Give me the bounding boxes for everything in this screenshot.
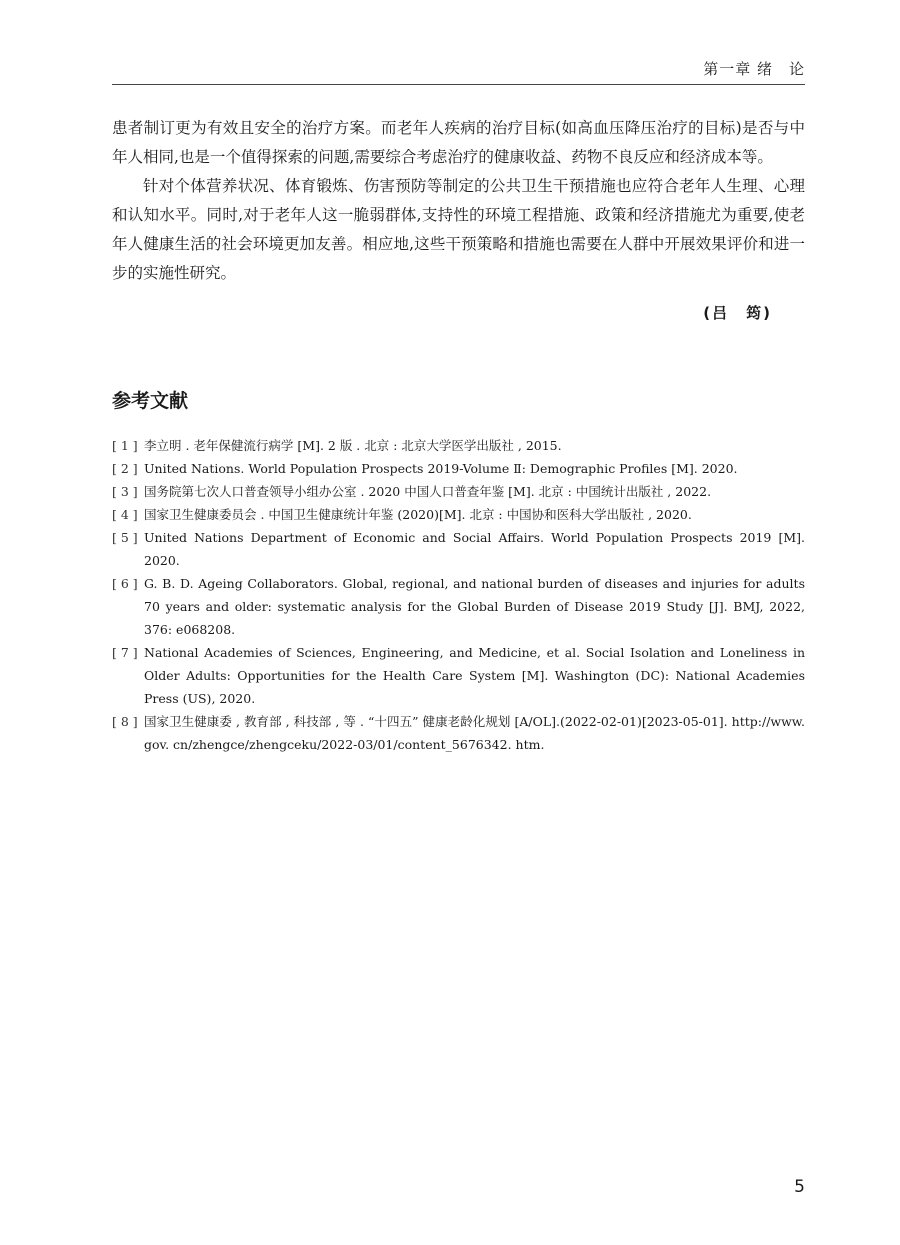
- paragraph-1: 患者制订更为有效且安全的治疗方案。而老年人疾病的治疗目标(如高血压降压治疗的目标)是否与中年人相同,也是一个值得探索的问题,需要综合考虑治疗的健康收益、药物不良反应和经济成本等。: [112, 119, 805, 166]
- reference-number: [ 4 ]: [112, 507, 138, 522]
- reference-text: 国务院第七次人口普查领导小组办公室 . 2020 中国人口普查年鉴 [M]. 北京 : 中国统计出版社 , 2022.: [144, 484, 712, 499]
- paragraph-2: 针对个体营养状况、体育锻炼、伤害预防等制定的公共卫生干预措施也应符合老年人生理、心理和认知水平。同时,对于老年人这一脆弱群体,支持性的环境工程措施、政策和经济措施尤为重要,使老年人健康生活的社会环境更加友善。相应地,这些干预策略和措施也需要在人群中开展效果评价和进一步的实施性研究。: [112, 177, 805, 282]
- page-number: 5: [794, 1177, 805, 1197]
- reference-item: [112, 480, 805, 503]
- reference-item: [112, 503, 805, 526]
- reference-number: [ 2 ]: [112, 461, 138, 476]
- reference-item: [112, 434, 805, 457]
- reference-number: [ 1 ]: [112, 438, 138, 453]
- reference-text: National Academies of Sciences, Engineering, and Medicine, et al. Social Isolation and Loneliness in Older Adults: Opportunities for the Health Care System [M]. Washington (DC): National Academies Press (US), 2020.: [144, 645, 805, 706]
- reference-number: [ 6 ]: [112, 576, 138, 591]
- reference-text: United Nations Department of Economic and Social Affairs. World Population Prospects 2019 [M]. 2020.: [144, 530, 805, 568]
- reference-text: United Nations. World Population Prospects 2019-Volume Ⅱ: Demographic Profiles [M]. 2020.: [144, 461, 738, 476]
- running-header: 第一章 绪 论: [703, 60, 805, 78]
- reference-number: [ 7 ]: [112, 645, 138, 660]
- reference-text: 李立明 . 老年保健流行病学 [M]. 2 版 . 北京 : 北京大学医学出版社 , 2015.: [144, 438, 562, 453]
- header-rule: [112, 84, 805, 85]
- reference-number: [ 5 ]: [112, 530, 138, 545]
- reference-text: 国家卫生健康委员会 . 中国卫生健康统计年鉴 (2020)[M]. 北京 : 中国协和医科大学出版社 , 2020.: [144, 507, 692, 522]
- reference-text: 国家卫生健康委 , 教育部 , 科技部 , 等 . “十四五” 健康老龄化规划 [A/OL].(2022-02-01)[2023-05-01]. http://www. gov. cn/zhengce/zhengceku/2022-03/01/content_5676342. htm.: [144, 714, 805, 752]
- reference-item: [112, 572, 805, 641]
- reference-number: [ 3 ]: [112, 484, 138, 499]
- reference-item: [112, 710, 805, 756]
- references-list: [112, 434, 805, 756]
- reference-item: [112, 526, 805, 572]
- section-author: (吕 筠): [703, 304, 772, 322]
- reference-item: [112, 641, 805, 710]
- references-title: 参考文献: [112, 390, 189, 412]
- reference-text: G. B. D. Ageing Collaborators. Global, regional, and national burden of diseases and injuries for adults 70 years and older: systematic analysis for the Global Burden of Disease 2019 Study [J]. BMJ, 2022, 376: e068208.: [144, 576, 805, 637]
- reference-item: [112, 457, 805, 480]
- reference-number: [ 8 ]: [112, 714, 138, 729]
- body-text: [112, 114, 805, 288]
